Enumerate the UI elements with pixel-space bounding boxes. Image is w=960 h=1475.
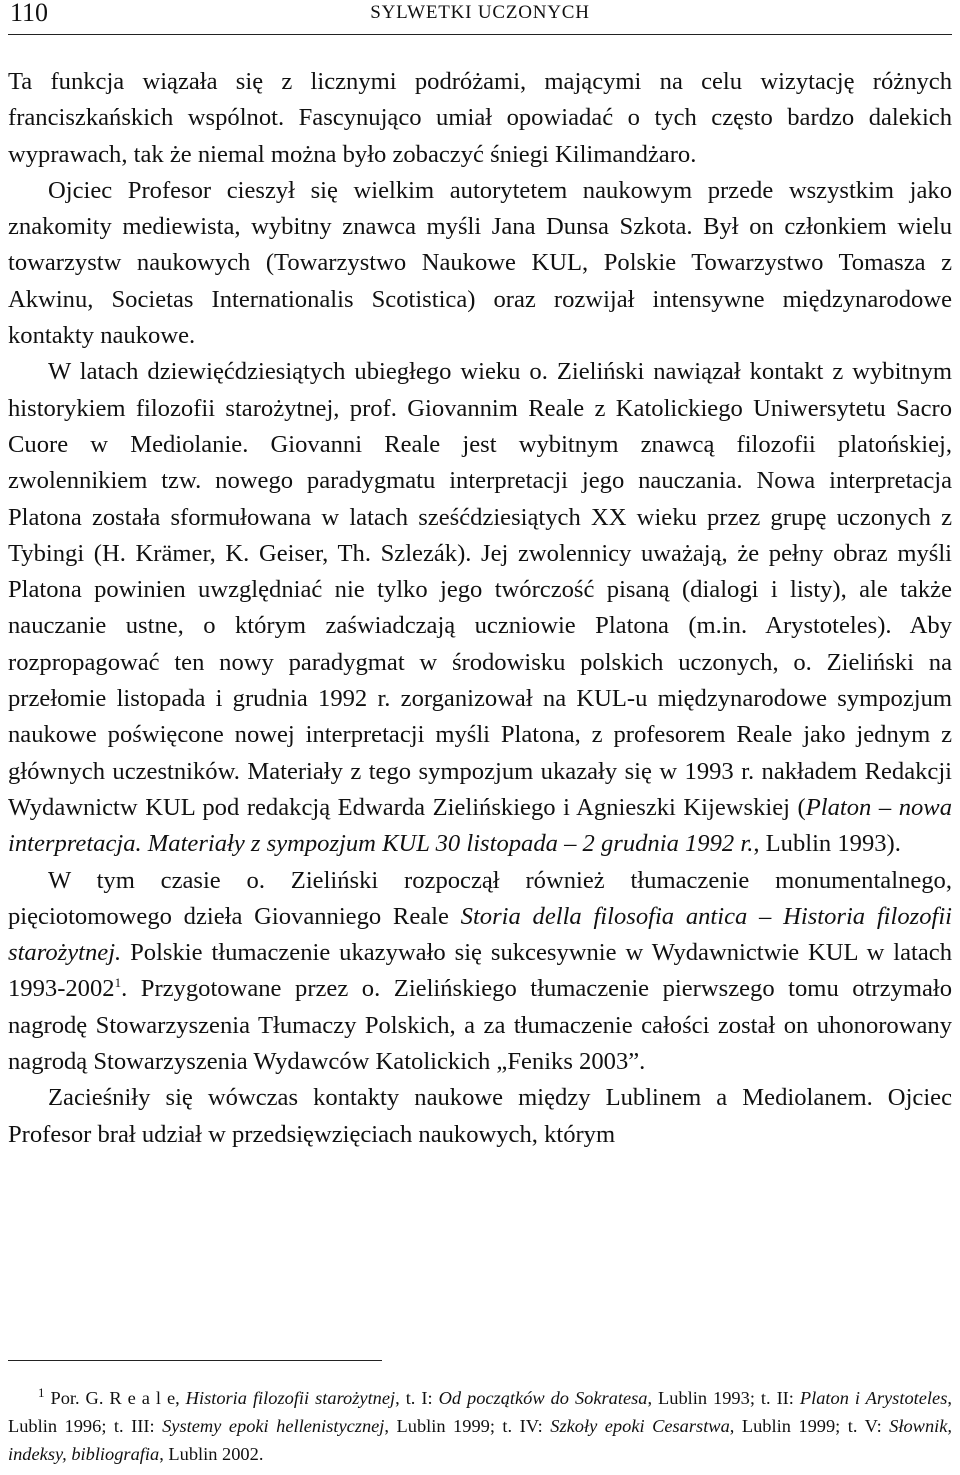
footnote-title-5: Szkoły epoki Cesarstwa <box>550 1416 730 1436</box>
footnote-1 <box>8 1384 952 1468</box>
footnote-sep-1: , t. I: <box>395 1388 439 1408</box>
footnote-sep-3: , Lublin 1996; t. III: <box>8 1388 952 1436</box>
footnote-title-3: Platon i Arystoteles <box>799 1388 948 1408</box>
footnote-title-1: Historia filozofii starożytnej <box>185 1388 396 1408</box>
footnote-sep-6: , Lublin 2002. <box>159 1444 264 1464</box>
footnote-title-6: Słownik, indeksy, bibliografia <box>8 1416 953 1464</box>
symposium-title: Platon – nowa interpretacja. Materiały z sympozjum KUL 30 listopada – 2 grudnia 1992 r. <box>8 793 952 858</box>
footnote-title-2: Od początków do Sokratesa <box>438 1388 648 1408</box>
book-title: Storia della filosofia antica – Historia filozofii starożytnej. <box>8 902 953 967</box>
footnote-lead: Por. G. R e a l e, <box>44 1388 186 1408</box>
footnote-sep-5: , Lublin 1999; t. V: <box>729 1416 890 1436</box>
paragraph-4-text-c: . Przygotowane przez o. Zielińskiego tłumaczenie pierwszego tomu otrzymało nagrodę Stowarzyszenia Tłumaczy Polskich, a za tłumaczenie całości został on uhonorowany nagrodą Stowarzyszenia Wydawców Katolickich „Feniks 2003”. <box>8 975 952 1076</box>
paragraph-2: Ojciec Profesor cieszył się wielkim autorytetem naukowym przede wszystkim jako znakomity mediewista, wybitny znawca myśli Jana Dunsa Szkota. Był on członkiem wielu towarzystw naukowych (Towarzystwo Naukowe KUL, Polskie Towarzystwo Tomasza z Akwinu, Societas Internationalis Scotistica) oraz rozwijał intensywne międzynarodowe kontakty naukowe. <box>8 176 952 350</box>
running-title: SYLWETKI UCZONYCH <box>370 2 590 23</box>
footnote-number: 1 <box>38 1384 45 1400</box>
footnote-separator <box>8 1360 382 1361</box>
footnote-title-4: Systemy epoki hellenistycznej <box>162 1416 385 1436</box>
paragraph-4-text-b: Polskie tłumaczenie ukazywało się sukcesywnie w Wydawnictwie KUL w latach 1993-2002 <box>8 939 952 1003</box>
footnote-sep-4: , Lublin 1999; t. IV: <box>384 1416 551 1436</box>
paragraph-5: Zacieśniły się wówczas kontakty naukowe między Lublinem a Mediolanem. Ojciec Profesor brał udział w przedsięwzięciach naukowych, którym <box>8 1084 952 1148</box>
body-text <box>8 64 952 1153</box>
page-number: 110 <box>10 0 49 27</box>
paragraph-3-text-a: W latach dziewięćdziesiątych ubiegłego wieku o. Zieliński nawiązał kontakt z wybitnym historykiem filozofii starożytnej, prof. Giovannim Reale z Katolickiego Uniwersytetu Sacro Cuore w Mediolanie. Giovanni Reale jest wybitnym znawcą filozofii platońskiej, zwolennikiem tzw. nowego paradygmatu interpretacji jego nauczania. Nowa interpretacja Platona została sformułowana w latach sześćdziesiątych XX wieku przez grupę uczonych z Tybingi (H. Krämer, K. Geiser, Th. Szlezák). Jej zwolennicy uważają, że pełny obraz myśli Platona powinien uwzględniać nie tylko jego twórczość pisaną (dialogi i listy), ale także nauczanie ustne, o którym zaświadczają uczniowie Platona (m.in. Arystoteles). Aby rozpropagować ten nowy paradygmat w środowisku polskich uczonych, o. Zieliński na przełomie listopada i grudnia 1992 r. zorganizował na KUL-u międzynarodowe sympozjum naukowe poświęcone nowej interpretacji myśli Platona, z profesorem Reale jako jednym z głównych uczestników. Materiały z tego sympozjum ukazały się w 1993 r. nakładem Redakcji Wydawnictw KUL pod redakcją Edwarda Zielińskiego i Agnieszki Kijewskiej ( <box>8 358 952 821</box>
paragraph-1: Ta funkcja wiązała się z licznymi podróżami, mającymi na celu wizytację różnych franciszkańskich wspólnot. Fascynująco umiał opowiadać o tych często bardzo dalekich wyprawach, tak że niemal można było zobaczyć śniegi Kilimandżaro. <box>8 68 952 168</box>
paragraph-3 <box>8 354 952 862</box>
footnote-reference[interactable]: 1 <box>114 975 122 991</box>
paragraph-3-text-b: , Lublin 1993). <box>753 830 901 858</box>
paragraph-4 <box>8 863 952 1081</box>
paragraph-4-text-a: W tym czasie o. Zieliński rozpoczął również tłumaczenie monumentalnego, pięciotomowego dzieła Giovanniego Reale <box>8 866 952 930</box>
page-header <box>8 0 952 35</box>
footnote-sep-2: , Lublin 1993; t. II: <box>647 1388 800 1408</box>
